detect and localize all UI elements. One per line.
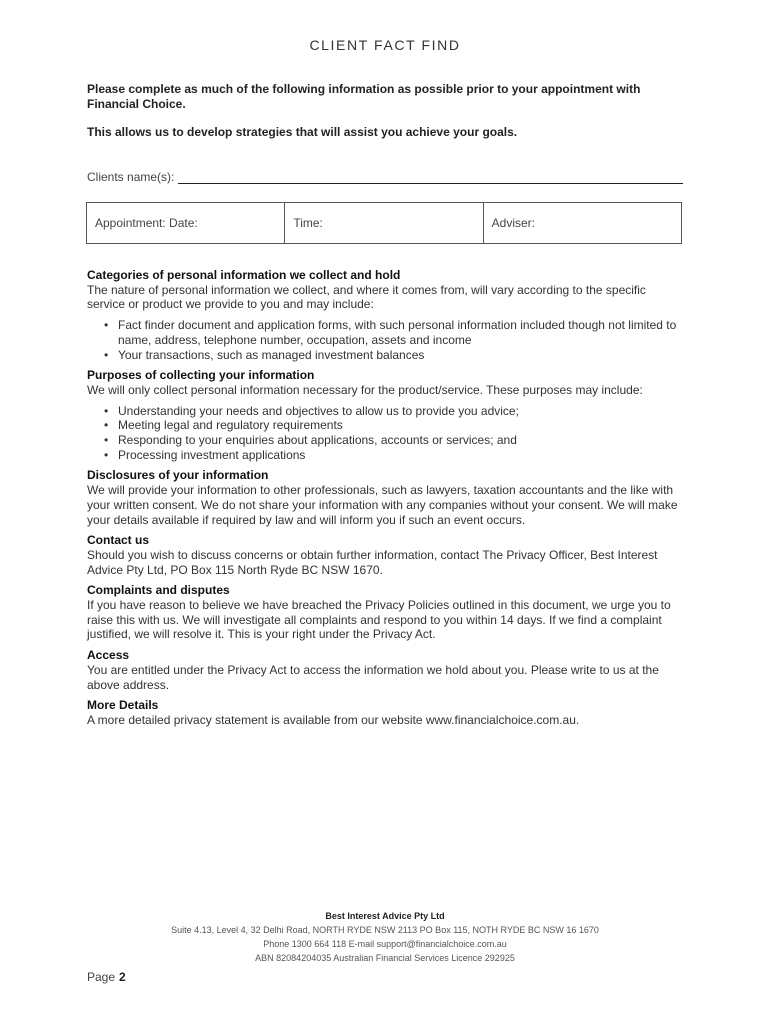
page-number bbox=[87, 970, 126, 984]
section-body: We will only collect personal information necessary for the product/service. These purposes may include: bbox=[87, 382, 643, 397]
footer-abn: ABN 82084204035 Australian Financial Services Licence 292925 bbox=[255, 953, 515, 963]
section-heading: Purposes of collecting your information bbox=[87, 368, 315, 383]
list-item: • Meeting legal and regulatory requirements bbox=[118, 418, 683, 433]
section-heading: Complaints and disputes bbox=[87, 583, 230, 598]
privacy-content bbox=[87, 268, 683, 734]
section-heading: More Details bbox=[87, 698, 159, 713]
bullet-list bbox=[87, 404, 683, 463]
section-heading: Disclosures of your information bbox=[87, 468, 269, 483]
section-more-details bbox=[87, 698, 683, 727]
section-body: You are entitled under the Privacy Act to access the information we hold about you. Please write to us at the above address. bbox=[87, 662, 659, 692]
section-heading: Contact us bbox=[87, 533, 150, 548]
section-body: We will provide your information to other professionals, such as lawyers, taxation accountants and the like with your written consent. We do not share your information with any companies without your consent. We will make your details available if required by law and will inform you if such an event occurs. bbox=[87, 483, 678, 527]
section-purposes bbox=[87, 368, 683, 462]
appointment-adviser-field[interactable]: Adviser: bbox=[491, 216, 536, 230]
section-heading: Categories of personal information we collect and hold bbox=[87, 268, 401, 282]
footer-contact: Phone 1300 664 118 E-mail support@financialchoice.com.au bbox=[263, 939, 507, 949]
clients-name-field[interactable] bbox=[178, 183, 683, 184]
appointment-table bbox=[86, 202, 682, 244]
section-categories bbox=[87, 268, 683, 362]
appointment-time-field[interactable]: Time: bbox=[285, 203, 483, 243]
appointment-date-field[interactable]: Appointment: Date: bbox=[87, 203, 285, 243]
clients-name-label: Clients name(s): bbox=[87, 170, 175, 184]
section-body: A more detailed privacy statement is available from our website www.financialchoice.com.au. bbox=[87, 712, 580, 727]
footer-address: Suite 4.13, Level 4, 32 Delhi Road, NORTH RYDE NSW 2113 PO Box 115, NOTH RYDE BC NSW 16 1670 bbox=[171, 925, 599, 935]
page-number-value: 2 bbox=[119, 970, 126, 984]
list-item: • Your transactions, such as managed investment balances bbox=[118, 348, 683, 363]
section-body: The nature of personal information we collect, and where it comes from, will vary according to the specific service or product we provide to you and may include: bbox=[87, 282, 646, 312]
page-title: CLIENT FACT FIND bbox=[309, 37, 461, 53]
bullet-list bbox=[87, 318, 683, 362]
page-label: Page bbox=[87, 970, 116, 984]
section-complaints bbox=[87, 583, 683, 642]
list-item: • Processing investment applications bbox=[118, 448, 683, 463]
section-disclosures bbox=[87, 468, 683, 527]
list-item: • Fact finder document and application forms, with such personal information included though not limited to name, address, telephone number, occupation, assets and income bbox=[118, 318, 683, 347]
section-heading: Access bbox=[87, 648, 130, 663]
section-contact bbox=[87, 533, 683, 577]
section-access bbox=[87, 648, 683, 692]
intro-purpose: This allows us to develop strategies that will assist you achieve your goals. bbox=[87, 125, 518, 139]
list-item: • Responding to your enquiries about applications, accounts or services; and bbox=[118, 433, 683, 448]
list-item: • Understanding your needs and objectives to allow us to provide you advice; bbox=[118, 404, 683, 419]
intro-instruction: Please complete as much of the following information as possible prior to your appointment with Financial Choice. bbox=[87, 82, 641, 111]
footer-company: Best Interest Advice Pty Ltd bbox=[325, 911, 445, 921]
clients-name-row bbox=[87, 170, 683, 186]
section-body: Should you wish to discuss concerns or obtain further information, contact The Privacy Officer, Best Interest Advice Pty Ltd, PO Box 115 North Ryde BC NSW 1670. bbox=[87, 547, 658, 577]
section-body: If you have reason to believe we have breached the Privacy Policies outlined in this document, we urge you to raise this with us. We will investigate all complaints and respond to you within 14 days. If we find a complaint justified, we will resolve it. This is your right under the Privacy Act. bbox=[87, 598, 671, 642]
